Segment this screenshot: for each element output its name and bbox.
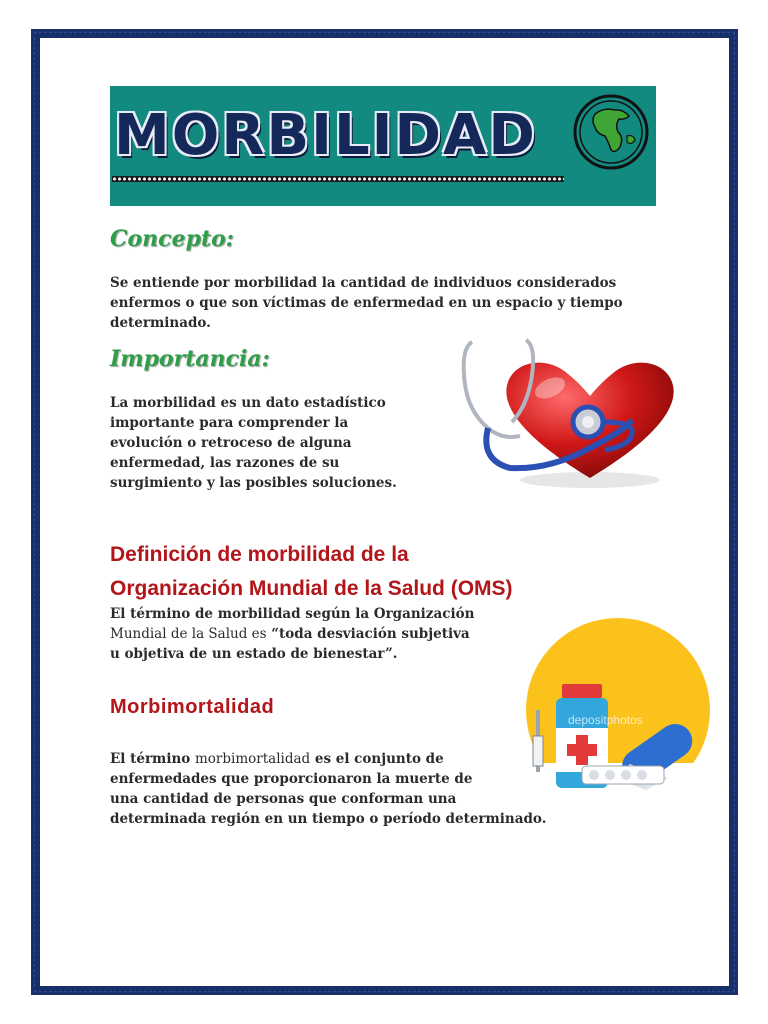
morbimortalidad-line [110, 749, 546, 769]
importancia-line: importante para comprender la [110, 415, 349, 431]
oms-line2a: Mundial de la Salud es [110, 626, 267, 642]
watermark: depositphotos [568, 713, 643, 727]
concepto-heading: Concepto: [110, 226, 234, 252]
oms-heading-line2: Organización Mundial de la Salud (OMS) [110, 577, 513, 600]
oms-line2b: “toda desviación subjetiva [266, 626, 470, 642]
importancia-heading: Importancia: [110, 346, 270, 372]
title-banner [110, 86, 656, 206]
oms-text [110, 604, 474, 664]
concepto-text: Se entiende por morbilidad la cantidad de individuos considerados enfermos o que son víctimas de enfermedad en un espacio y tiempo determinado. [110, 275, 623, 331]
oms-line: u objetiva de un estado de bienestar”. [110, 646, 398, 662]
oms-line [110, 624, 474, 644]
morbimortalidad-heading: Morbimortalidad [110, 696, 275, 718]
morbimortalidad-line: una cantidad de personas que conforman una [110, 791, 457, 807]
banner-dotted-rule [112, 176, 564, 182]
importancia-line: evolución o retroceso de alguna [110, 435, 352, 451]
morbimortalidad-line: enfermedades que proporcionaron la muerte de [110, 771, 473, 787]
morbimortalidad-line: determinada región en un tiempo o período determinado. [110, 811, 547, 827]
morbimortalidad-line1c: es el conjunto de [310, 751, 444, 767]
importancia-line: enfermedad, las razones de su [110, 455, 340, 471]
morbimortalidad-text [110, 749, 546, 829]
importancia-line: La morbilidad es un dato estadístico [110, 395, 386, 411]
heart-stethoscope-icon [440, 330, 700, 500]
morbimortalidad-line1a: El término [110, 751, 195, 767]
medicine-icon [518, 618, 718, 808]
oms-line: El término de morbilidad según la Organización [110, 606, 475, 622]
morbimortalidad-term: morbimortalidad [195, 751, 311, 767]
importancia-line: surgimiento y las posibles soluciones. [110, 475, 397, 491]
oms-heading-line1: Definición de morbilidad de la [110, 543, 409, 566]
banner-title: MORBILIDAD [114, 103, 537, 168]
importancia-text [110, 393, 397, 493]
globe-icon [571, 92, 651, 172]
